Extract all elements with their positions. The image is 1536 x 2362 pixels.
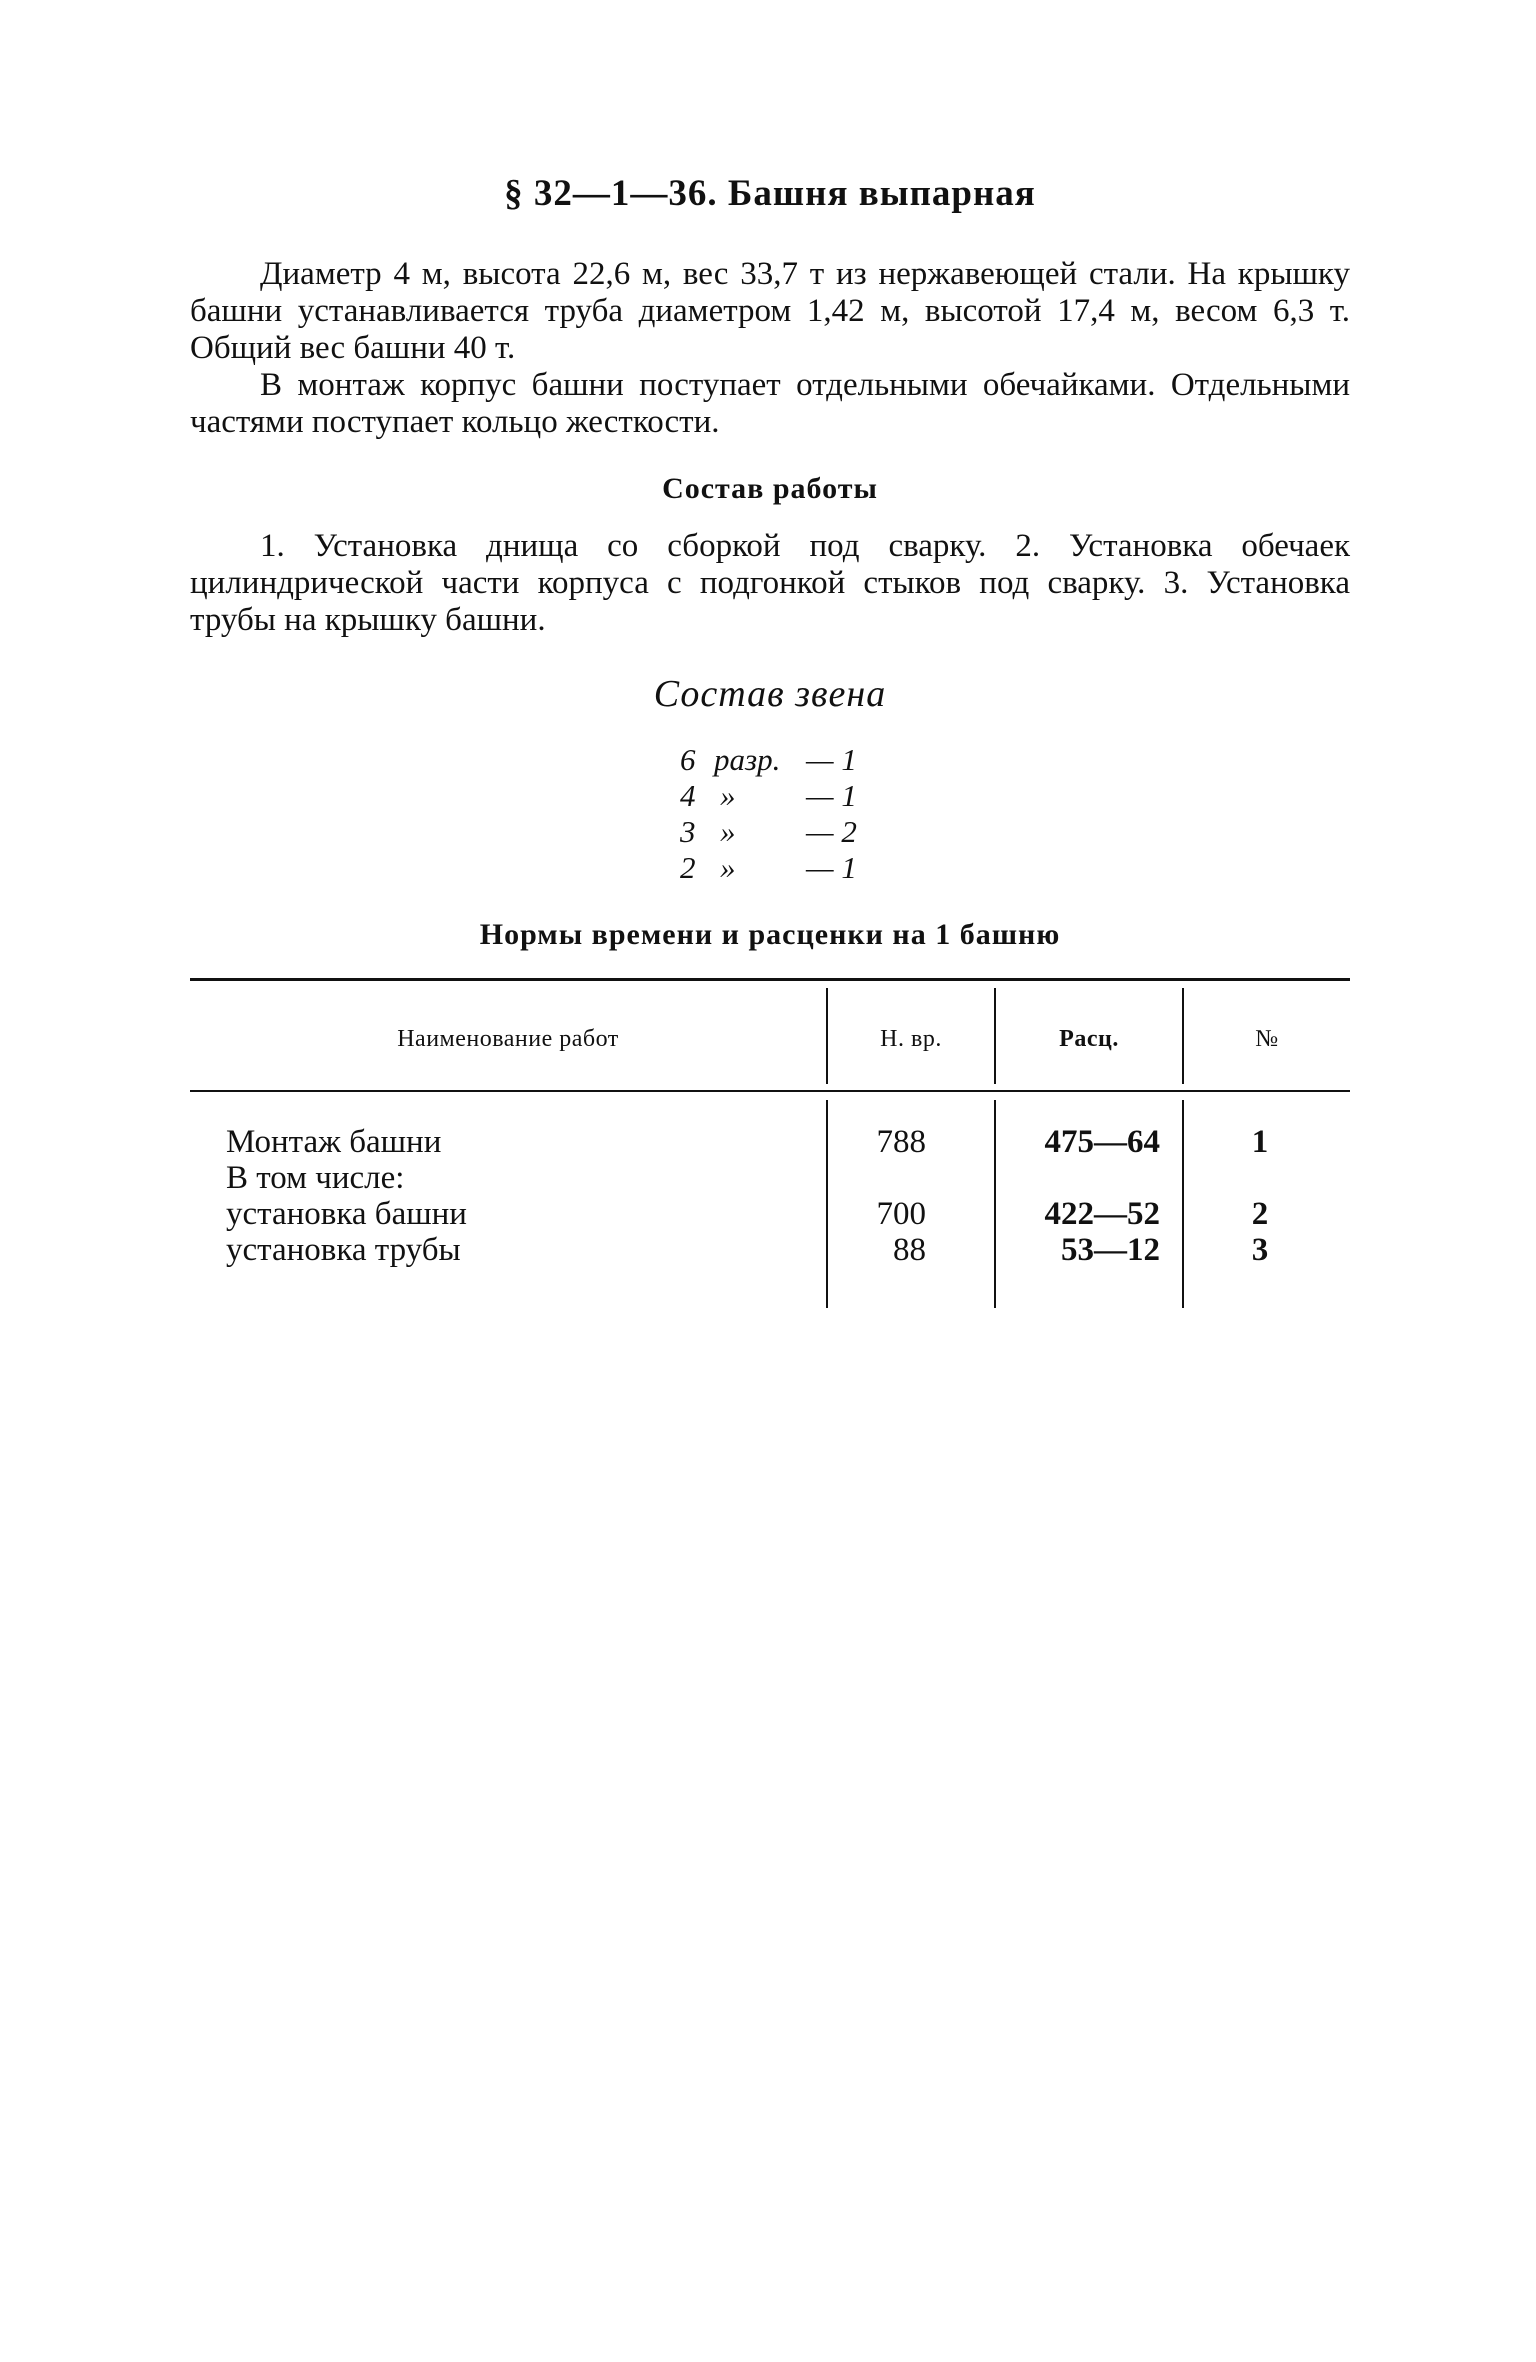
norms-table-title: Нормы времени и расценки на 1 башню xyxy=(479,918,1061,951)
header-work-name: Наименование работ xyxy=(397,1025,619,1052)
crew-count: — 1 xyxy=(806,742,857,777)
time-norm-cell: 700 xyxy=(876,1196,926,1232)
table-row xyxy=(190,1196,1350,1232)
crew-composition-title: Состав звена xyxy=(653,673,887,715)
crew-unit: разр. xyxy=(714,742,781,777)
crew-row xyxy=(680,742,866,778)
rate-cell: 475—64 xyxy=(1044,1124,1160,1160)
crew-grade: 2 xyxy=(680,850,696,885)
work-name-cell: установка трубы xyxy=(226,1232,461,1268)
crew-row xyxy=(680,850,866,886)
table-row xyxy=(190,1232,1350,1268)
rate-cell: 422—52 xyxy=(1044,1196,1160,1232)
rate-cell: 53—12 xyxy=(1061,1232,1160,1268)
table-row xyxy=(190,1160,1350,1196)
description-paragraph-2: В монтаж корпус башни поступает отдельными обечайками. Отдельными частями поступает кольцо жесткости. xyxy=(190,367,1350,440)
header-time-norm: Н. вр. xyxy=(880,1025,942,1052)
time-norm-cell: 788 xyxy=(876,1124,926,1160)
crew-unit: » xyxy=(720,814,736,849)
description-paragraph-1: Диаметр 4 м, высота 22,6 м, вес 33,7 т из нержавеющей стали. На крышку башни устанавливается труба диаметром 1,42 м, высотой 17,4 м, весом 6,3 т. Общий вес башни 40 т. xyxy=(190,256,1350,366)
work-composition-title: Состав работы xyxy=(662,472,878,505)
work-name-cell: Монтаж башни xyxy=(226,1124,442,1160)
crew-count: — 1 xyxy=(806,778,857,813)
crew-unit: » xyxy=(720,778,736,813)
header-number: № xyxy=(1255,1025,1279,1052)
crew-grade: 6 xyxy=(680,742,696,777)
time-norm-cell: 88 xyxy=(893,1232,926,1268)
section-title: § 32—1—36. Башня выпарная xyxy=(504,173,1036,214)
header-rate: Расц. xyxy=(1059,1025,1119,1052)
table-header-rule xyxy=(190,1090,1350,1092)
crew-count: — 1 xyxy=(806,850,857,885)
work-composition-text: 1. Установка днища со сборкой под сварку. 2. Установка обечаек цилиндрической части корпуса с подгонкой стыков под сварку. 3. Установка трубы на крышку башни. xyxy=(190,528,1350,638)
crew-count: — 2 xyxy=(806,814,857,849)
crew-grade: 4 xyxy=(680,778,696,813)
table-row xyxy=(190,1124,1350,1160)
crew-grade: 3 xyxy=(680,814,696,849)
crew-row xyxy=(680,814,866,850)
crew-list xyxy=(680,742,866,886)
table-top-rule xyxy=(190,978,1350,981)
number-cell: 2 xyxy=(1251,1196,1269,1232)
number-cell: 3 xyxy=(1251,1232,1269,1268)
crew-row xyxy=(680,778,866,814)
work-name-cell: установка башни xyxy=(226,1196,467,1232)
work-name-cell: В том числе: xyxy=(226,1160,405,1196)
number-cell: 1 xyxy=(1251,1124,1269,1160)
crew-unit: » xyxy=(720,850,736,885)
